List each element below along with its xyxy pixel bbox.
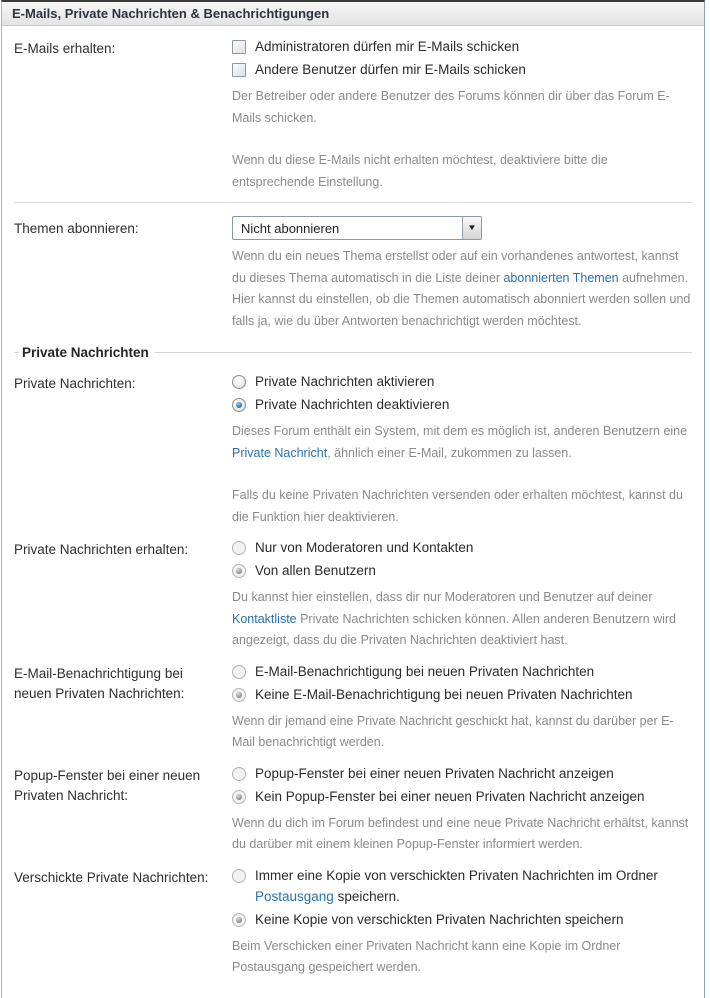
radio-email-benachrichtigung[interactable] — [232, 665, 246, 679]
option-kein-popup[interactable] — [232, 786, 692, 807]
explain-pm-receive — [232, 587, 692, 652]
radio-keine-kopie-selected[interactable] — [232, 913, 246, 927]
field-label-subscribe: Themen abonnieren: — [14, 221, 139, 236]
link-abonnierte-themen[interactable]: abonnierten Themen — [503, 270, 619, 285]
option-label — [255, 865, 692, 907]
settings-row-emails — [14, 36, 692, 193]
option-label: Private Nachrichten aktivieren — [255, 374, 435, 389]
radio-pm-aktivieren[interactable] — [232, 375, 246, 389]
option-nur-moderatoren-kontakte[interactable] — [232, 537, 692, 558]
option-label: Von allen Benutzern — [255, 563, 376, 578]
field-label-popup: Popup-Fenster bei einer neuen Privaten Nachricht: — [14, 767, 201, 803]
option-pm-deaktivieren[interactable] — [232, 394, 692, 415]
option-von-allen-benutzern[interactable] — [232, 560, 692, 581]
explain-text: Wenn du ein neues Thema erstellst oder auf ein vorhandenes antwortest, kannst du dieses Thema automatisch in die Liste deiner — [232, 249, 679, 285]
explain-text: aufnehmen. Hier kannst du einstellen, ob die Themen automatisch abonniert werden sollen und falls ja, wie du über Antworten benachrichtigt werden möchtest. — [232, 270, 691, 328]
radio-keine-email-benachrichtigung-selected[interactable] — [232, 688, 246, 702]
link-postausgang[interactable]: Postausgang — [255, 888, 334, 904]
option-label: Nur von Moderatoren und Kontakten — [255, 540, 474, 555]
themen-abonnieren-select[interactable] — [232, 216, 482, 240]
settings-row-popup — [14, 763, 692, 856]
explain-popup: Wenn du dich im Forum befindest und eine neue Private Nachricht erhältst, kannst du darüber mit einem kleinen Popup-Fenster informiert werden. — [232, 815, 689, 851]
settings-row-subscribe — [14, 216, 692, 332]
radio-nur-moderatoren-kontakte[interactable] — [232, 541, 246, 555]
settings-row-email-notify — [14, 661, 692, 754]
settings-row-pm-enable — [14, 371, 692, 528]
explain-emails-2: Wenn du diese E-Mails nicht erhalten möchtest, deaktiviere bitte die entsprechende Einstellung. — [232, 153, 608, 189]
settings-form — [2, 26, 704, 998]
settings-panel — [1, 0, 705, 998]
link-kontaktliste[interactable]: Kontaktliste — [232, 611, 297, 626]
checkbox-other-user-emails[interactable] — [232, 63, 246, 77]
explain-pm-enable-2: Falls du keine Privaten Nachrichten versenden oder erhalten möchtest, kannst du die Funktion hier deaktivieren. — [232, 488, 683, 524]
option-label: Keine E-Mail-Benachrichtigung bei neuen Privaten Nachrichten — [255, 686, 633, 702]
radio-kein-popup-selected[interactable] — [232, 790, 246, 804]
radio-popup-anzeigen[interactable] — [232, 767, 246, 781]
option-other-user-emails[interactable] — [232, 59, 692, 80]
settings-row-pm-receive — [14, 537, 692, 652]
option-label: Popup-Fenster bei einer neuen Privaten Nachricht anzeigen — [255, 765, 614, 781]
option-label-text: speichern. — [333, 888, 400, 904]
option-admin-emails[interactable] — [232, 36, 692, 57]
section-divider — [14, 202, 692, 203]
explain-emails-1: Der Betreiber oder andere Benutzer des Forums können dir über das Forum E-Mails schicken. — [232, 89, 670, 125]
section-header-private-nachrichten — [14, 345, 692, 360]
field-label-pm-enable: Private Nachrichten: — [14, 376, 136, 391]
option-keine-kopie[interactable] — [232, 909, 692, 930]
option-label: Kein Popup-Fenster bei einer neuen Privaten Nachricht anzeigen — [255, 788, 645, 804]
option-email-benachrichtigung[interactable] — [232, 661, 692, 682]
explain-text: Private Nachrichten schicken können. Allen anderen Benutzern wird angezeigt, dass du die Privaten Nachrichten deaktiviert hast. — [232, 611, 677, 647]
checkbox-admin-emails[interactable] — [232, 40, 246, 54]
explain-email-notify: Wenn dir jemand eine Private Nachricht geschickt hat, kannst du darüber per E-Mail benachrichtigt werden. — [232, 713, 674, 749]
page-title: E-Mails, Private Nachrichten & Benachrichtigungen — [12, 6, 330, 21]
option-label: Administratoren dürfen mir E-Mails schicken — [255, 39, 520, 54]
chevron-down-icon: ▼ — [467, 223, 477, 232]
radio-pm-deaktivieren-selected[interactable] — [232, 398, 246, 412]
explain-text: , ähnlich einer E-Mail, zukommen zu lassen. — [327, 445, 572, 460]
link-private-nachricht[interactable]: Private Nachricht — [232, 445, 328, 460]
option-label-text: Immer eine Kopie von verschickten Privaten Nachrichten im Ordner — [255, 867, 658, 883]
select-value: Nicht abonnieren — [241, 220, 340, 236]
option-kopie-speichern[interactable] — [232, 865, 692, 907]
option-keine-email-benachrichtigung[interactable] — [232, 684, 692, 705]
explain-pm-enable-1 — [232, 421, 692, 464]
explain-sent-copy: Beim Verschicken einer Privaten Nachricht kann eine Kopie im Ordner Postausgang gespeichert werden. — [232, 938, 621, 974]
field-label-pm-receive: Private Nachrichten erhalten: — [14, 542, 189, 557]
explain-subscribe — [232, 246, 692, 332]
field-label-sent-copy: Verschickte Private Nachrichten: — [14, 869, 209, 885]
option-label: Private Nachrichten deaktivieren — [255, 397, 450, 412]
option-popup-anzeigen[interactable] — [232, 763, 692, 784]
radio-kopie-speichern[interactable] — [232, 869, 246, 883]
option-label: Andere Benutzer dürfen mir E-Mails schicken — [255, 62, 526, 77]
option-pm-aktivieren[interactable] — [232, 371, 692, 392]
option-label: E-Mail-Benachrichtigung bei neuen Privaten Nachrichten — [255, 663, 595, 679]
radio-von-allen-benutzern-selected[interactable] — [232, 564, 246, 578]
select-dropdown-button[interactable] — [462, 217, 481, 239]
option-label: Keine Kopie von verschickten Privaten Nachrichten speichern — [255, 911, 624, 927]
field-label-email-notify: E-Mail-Benachrichtigung bei neuen Privaten Nachrichten: — [14, 665, 185, 701]
field-label-emails: E-Mails erhalten: — [14, 41, 116, 56]
panel-header — [2, 2, 704, 26]
explain-text: Du kannst hier einstellen, dass dir nur Moderatoren und Benutzer auf deiner — [232, 590, 653, 604]
section-title: Private Nachrichten — [22, 345, 149, 360]
settings-row-sent-copy — [14, 865, 692, 979]
explain-text: Dieses Forum enthält ein System, mit dem es möglich ist, anderen Benutzern eine — [232, 424, 688, 438]
